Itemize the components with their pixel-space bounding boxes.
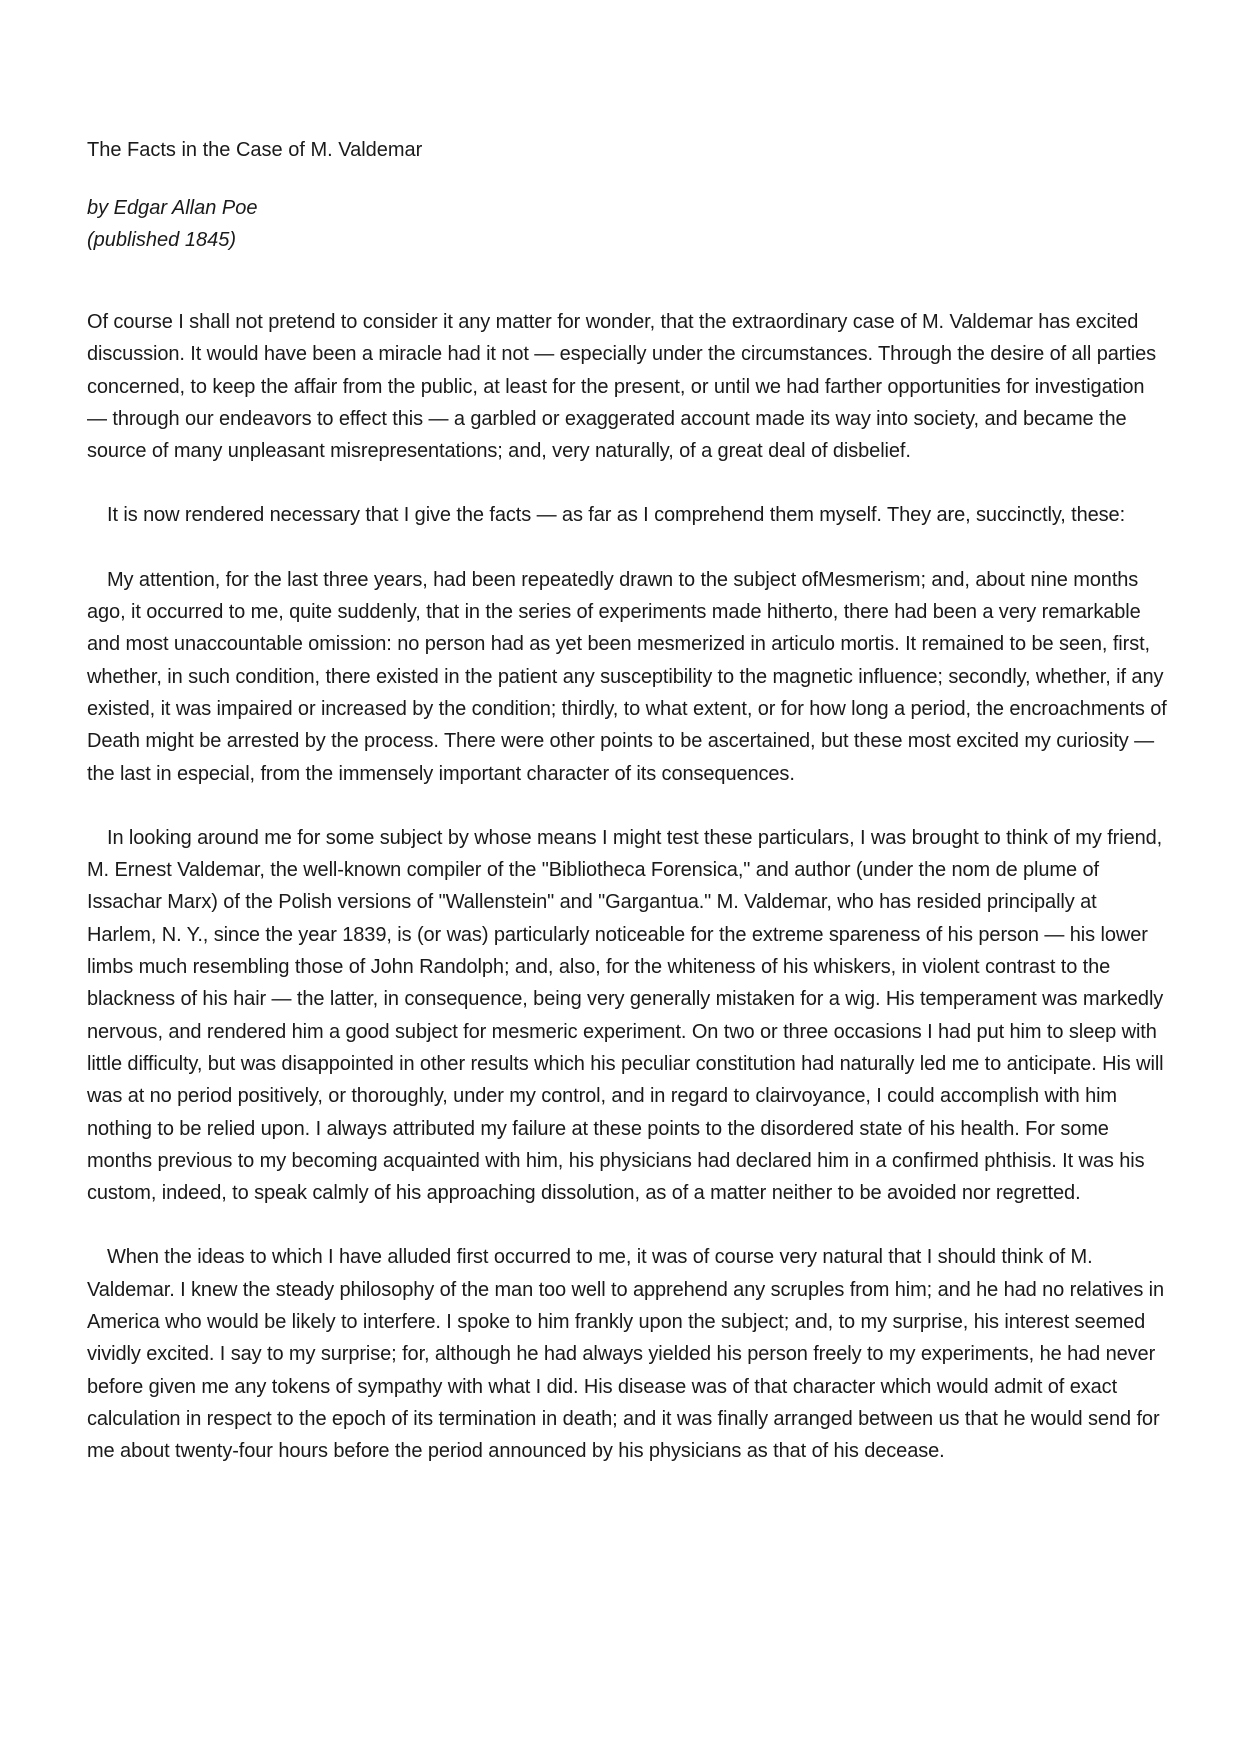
paragraph-4: In looking around me for some subject by whose means I might test these particulars, I was brought to think of my friend, M. Ernest Valdemar, the well-known compiler of the "Bibliotheca Forensica," and author (under the nom de plume of Issachar Marx) of the Polish versions of "Wallenstein" and "Gargantua." M. Valdemar, who has resided principally at Harlem, N. Y., since the year 1839, is (or was) particularly noticeable for the extreme spareness of his person — his lower limbs much resembling those of John Randolph; and, also, for the whiteness of his whiskers, in violent contrast to the blackness of his hair — the latter, in consequence, being very generally mistaken for a wig. His temperament was markedly nervous, and rendered him a good subject for mesmeric experiment. On two or three occasions I had put him to sleep with little difficulty, but was disappointed in other results which his peculiar constitution had naturally led me to anticipate. His will was at no period positively, or thoroughly, under my control, and in regard to clairvoyance, I could accomplish with him nothing to be relied upon. I always attributed my failure at these points to the disordered state of his health. For some months previous to my becoming acquainted with him, his physicians had declared him in a confirmed phthisis. It was his custom, indeed, to speak calmly of his approaching dissolution, as of a matter neither to be avoided nor regretted.: [87, 826, 1164, 1205]
story-title: The Facts in the Case of M. Valdemar: [87, 139, 423, 161]
story-body: [87, 306, 1167, 1468]
paragraph-1: Of course I shall not pretend to consider it any matter for wonder, that the extraordinary case of M. Valdemar has excited discussion. It would have been a miracle had it not — especially under the circumstances. Through the desire of all parties concerned, to keep the affair from the public, at least for the present, or until we had farther opportunities for investigation — through our endeavors to effect this — a garbled or exaggerated account made its way into society, and became the source of many unpleasant misrepresentations; and, very naturally, of a great deal of disbelief.: [87, 311, 1157, 463]
published-line: (published 1845): [87, 229, 236, 251]
document-page: [87, 134, 1167, 1500]
paragraph-5: When the ideas to which I have alluded first occurred to me, it was of course very natural that I should think of M. Valdemar. I knew the steady philosophy of the man too well to apprehend any scruples from him; and he had no relatives in America who would be likely to interfere. I spoke to him frankly upon the subject; and, to my surprise, his interest seemed vividly excited. I say to my surprise; for, although he had always yielded his person freely to my experiments, he had never before given me any tokens of sympathy with what I did. His disease was of that character which would admit of exact calculation in respect to the epoch of its termination in death; and it was finally arranged between us that he would send for me about twenty-four hours before the period announced by his physicians as that of his decease.: [87, 1246, 1165, 1463]
paragraph-2: It is now rendered necessary that I give the facts — as far as I comprehend them myself. They are, succinctly, these:: [107, 504, 1126, 527]
author-line: by Edgar Allan Poe: [87, 197, 258, 219]
paragraph-3: My attention, for the last three years, had been repeatedly drawn to the subject ofMesmerism; and, about nine months ago, it occurred to me, quite suddenly, that in the series of experiments made hitherto, there had been a very remarkable and most unaccountable omission: no person had as yet been mesmerized in articulo mortis. It remained to be seen, first, whether, in such condition, there existed in the patient any susceptibility to the magnetic influence; secondly, whether, if any existed, it was impaired or increased by the condition; thirdly, to what extent, or for how long a period, the encroachments of Death might be arrested by the process. There were other points to be ascertained, but these most excited my curiosity — the last in especial, from the immensely important character of its consequences.: [87, 568, 1167, 785]
